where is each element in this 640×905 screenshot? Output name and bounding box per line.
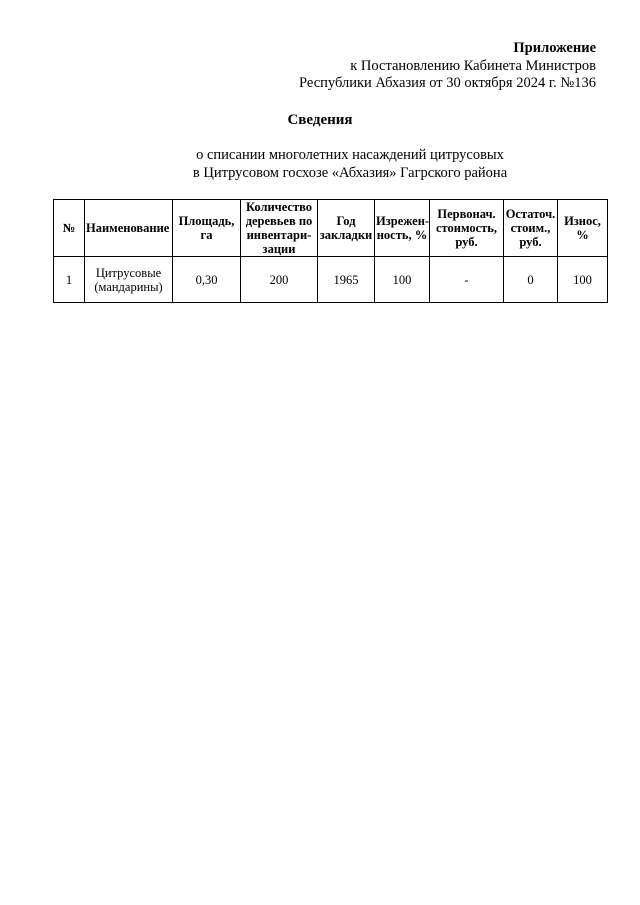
document-heading: Сведения [287,112,353,128]
col-header-initial-cost: Первонач. стоимость, руб. [430,200,504,257]
col-header-num: № [54,200,85,257]
cell-trees: 200 [241,257,318,303]
cell-name: Цитрусовые (мандарины) [85,257,173,303]
cell-initial-cost: - [430,257,504,303]
cell-residual-cost: 0 [504,257,558,303]
col-header-name: Наименование [85,200,173,257]
cell-area: 0,30 [173,257,241,303]
col-header-residual-cost: Остаточ. стоим., руб. [504,200,558,257]
document-subheading [30,147,640,182]
appendix-line-2: Республики Абхазия от 30 октября 2024 г. №136 [299,75,596,91]
col-header-year: Год закладки [318,200,375,257]
cell-wear: 100 [558,257,608,303]
appendix-block [299,40,596,93]
table-row [54,257,608,303]
subheading-line-1: о списании многолетних насаждений цитрусовых [196,147,504,163]
table-header-row [54,200,608,257]
appendix-title: Приложение [513,40,596,56]
cell-sparsity: 100 [375,257,430,303]
col-header-sparsity: Изрежен-ность, % [375,200,430,257]
col-header-wear: Износ, % [558,200,608,257]
appendix-line-1: к Постановлению Кабинета Министров [350,57,596,74]
col-header-trees: Количество деревьев по инвентари-зации [241,200,318,257]
cell-num: 1 [54,257,85,303]
cell-year: 1965 [318,257,375,303]
write-off-table [53,199,608,303]
subheading-line-2: в Цитрусовом госхозе «Абхазия» Гагрского района [192,164,508,181]
col-header-area: Площадь, га [173,200,241,257]
